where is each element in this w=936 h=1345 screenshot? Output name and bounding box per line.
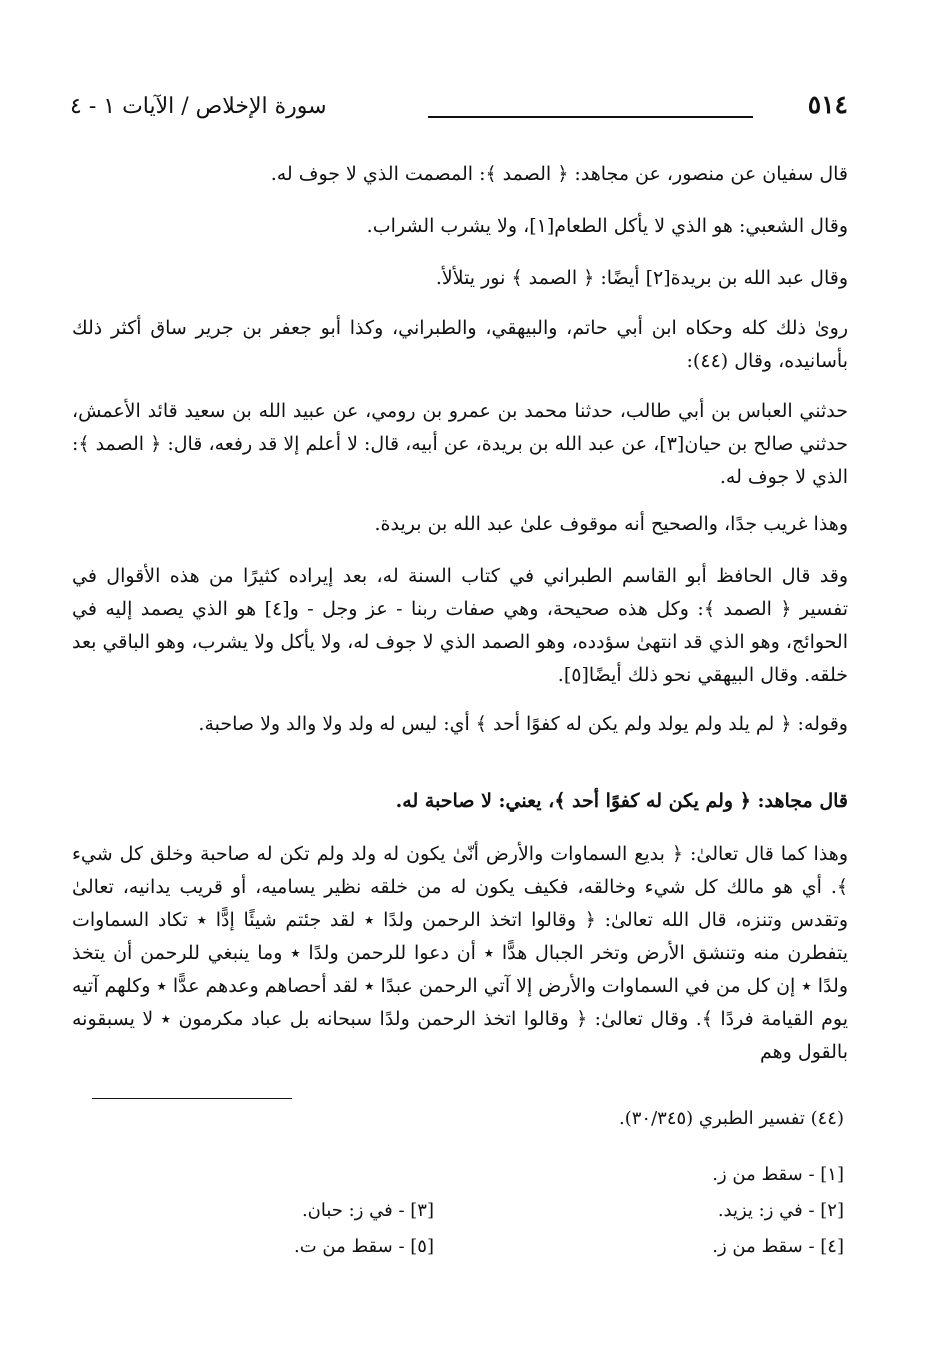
page-number: ٥١٤ <box>807 90 848 119</box>
paragraph-1: قال سفيان عن منصور، عن مجاهد: ﴿ الصمد ﴾: المصمت الذي لا جوف له. <box>270 163 848 185</box>
footnote-4: [٤] - سقط من ز. <box>712 1236 844 1257</box>
footnote-2: [٢] - في ز: يزيد. <box>717 1200 844 1221</box>
footnote-44: (٤٤) تفسير الطبري (٣٠/٣٤٥). <box>619 1108 844 1129</box>
paragraph-3: وقال عبد الله بن بريدة[٢] أيضًا: ﴿ الصمد ﴾ نور يتلألأ. <box>435 267 848 289</box>
paragraph-8: وقوله: ﴿ لم يلد ولم يولد ولم يكن له كفوًا أحد ﴾ أي: ليس له ولد ولا والد ولا صاحبة. <box>198 713 848 735</box>
footnote-5: [٥] - سقط من ت. <box>294 1236 434 1257</box>
paragraph-5: حدثني العباس بن أبي طالب، حدثنا محمد بن عمرو بن رومي، عن عبيد الله بن سعيد قائد الأعمش، حدثني صالح بن حيان[٣]، عن عبد الله بن بريدة، عن أبيه، قال: لا أعلم إلا قد رفعه، قال: ﴿ الصمد ﴾: الذي لا جوف له. <box>72 400 848 488</box>
paragraph-7: وقد قال الحافظ أبو القاسم الطبراني في كتاب السنة له، بعد إيراده كثيرًا من هذه الأقوال في تفسير ﴿ الصمد ﴾: وكل هذه صحيحة، وهي صفات ربنا - عز وجل - و[٤] هو الذي يصمد إليه في الحوائج، وهو الذي قد انتهىٰ سؤدده، وهو الصمد الذي لا جوف له، ولا يأكل ولا يشرب، وهو الباقي بعد خلقه. وقال البيهقي نحو ذلك أيضًا[٥]. <box>72 565 848 686</box>
paragraph-4: روىٰ ذلك كله وحكاه ابن أبي حاتم، والبيهقي، والطبراني، وكذا أبو جعفر بن جرير ساق أكثر ذلك بأسانيده، وقال (٤٤): <box>72 317 848 372</box>
page-header <box>70 90 848 134</box>
paragraph-10: وهذا كما قال تعالىٰ: ﴿ بديع السماوات والأرض أنّىٰ يكون له ولد ولم تكن له صاحبة وخلق كل شيء ﴾. أي هو مالك كل شيء وخالقه، فكيف يكون له من خلقه نظير يساميه، أو قريب يدانيه، تعالىٰ وتقدس وتنزه، قال الله تعالىٰ: ﴿ وقالوا اتخذ الرحمن ولدًا ٭ لقد جئتم شيئًا إدًّا ٭ تكاد السماوات يتفطرن منه وتنشق الأرض وتخر الجبال هدًّا ٭ أن دعوا للرحمن ولدًا ٭ وما ينبغي للرحمن أن يتخذ ولدًا ٭ إن كل من في السماوات والأرض إلا آتي الرحمن عبدًا ٭ لقد أحصاهم وعدهم عدًّا ٭ وكلهم آتيه يوم القيامة فردًا ﴾. وقال تعالىٰ: ﴿ وقالوا اتخذ الرحمن ولدًا سبحانه بل عباد مكرمون ٭ لا يسبقونه بالقول وهم <box>72 843 848 1063</box>
running-title: سورة الإخلاص / الآيات ١ - ٤ <box>70 94 327 119</box>
header-rule <box>428 116 753 118</box>
paragraph-2: وقال الشعبي: هو الذي لا يأكل الطعام[١]، ولا يشرب الشراب. <box>366 215 848 237</box>
paragraph-6: وهذا غريب جدًا، والصحيح أنه موقوف علىٰ عبد الله بن بريدة. <box>374 513 848 535</box>
footnote-1: [١] - سقط من ز. <box>712 1164 844 1185</box>
footnote-3: [٣] - في ز: حبان. <box>301 1200 434 1221</box>
paragraph-9: قال مجاهد: ﴿ ولم يكن له كفوًا أحد ﴾، يعني: لا صاحبة له. <box>395 790 848 812</box>
footnote-rule <box>92 1098 292 1099</box>
